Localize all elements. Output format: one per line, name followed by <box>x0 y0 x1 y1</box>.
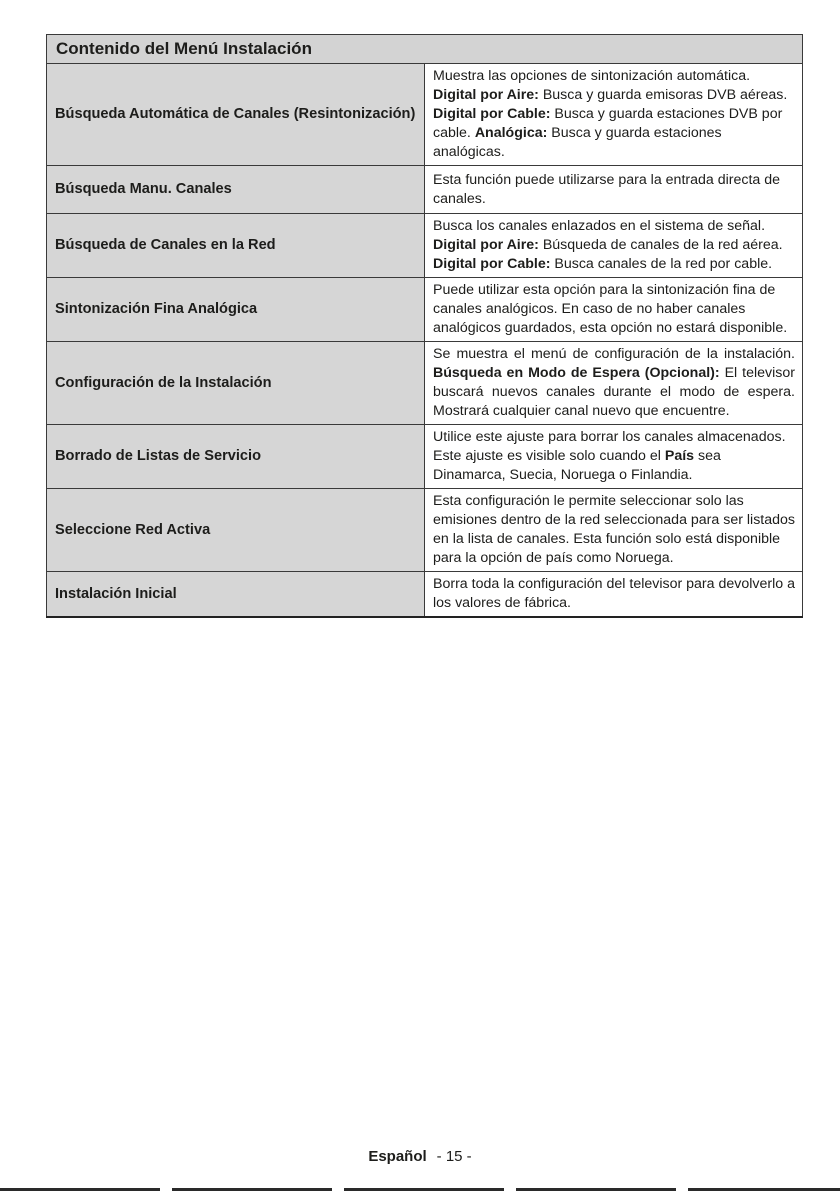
bottom-rule <box>0 1188 840 1191</box>
description-text: Borra toda la configuración del televisor para devolverlo a los valores de fábrica. <box>433 576 795 611</box>
setting-description <box>425 278 803 342</box>
option-label: País <box>664 448 695 464</box>
description-text: Busca los canales enlazados en el sistema de señal. <box>433 218 766 234</box>
description-text: Búsqueda de canales de la red aérea. <box>538 237 783 253</box>
installation-menu-table <box>46 34 803 618</box>
description-text: Busca y guarda estaciones DVB por cable. <box>433 106 783 141</box>
description-text: sea Dinamarca, Suecia, Noruega o Finlandia. <box>433 448 721 483</box>
setting-description <box>425 214 803 278</box>
setting-name: Borrado de Listas de Servicio <box>47 425 425 489</box>
table-row <box>47 342 803 425</box>
setting-name: Instalación Inicial <box>47 572 425 618</box>
description-text: Esta configuración le permite seleccionar solo las emisiones dentro de la red seleccionada para ser listados en la lista de canales. Esta función solo está disponible para la opción de país como Noruega. <box>433 493 795 566</box>
setting-description <box>425 572 803 618</box>
setting-description <box>425 342 803 425</box>
option-label: Digital por Aire: <box>433 87 539 103</box>
setting-description <box>425 166 803 214</box>
description-text: Muestra las opciones de sintonización automática. <box>433 68 751 84</box>
table-row <box>47 278 803 342</box>
option-label: Analógica: <box>474 125 548 141</box>
option-label: Digital por Cable: <box>433 256 551 272</box>
table-row <box>47 489 803 572</box>
option-label: Digital por Cable: <box>433 106 551 122</box>
description-text: Se muestra el menú de configuración de la instalación. <box>433 346 795 362</box>
table-row <box>47 64 803 166</box>
setting-description <box>425 425 803 489</box>
table-header-row <box>47 35 803 64</box>
page-footer <box>0 1148 840 1165</box>
table-title: Contenido del Menú Instalación <box>47 35 803 64</box>
footer-language: Español <box>368 1148 427 1165</box>
table-row <box>47 214 803 278</box>
description-text: Busca y guarda estaciones analógicas. <box>433 125 722 160</box>
setting-description <box>425 489 803 572</box>
table-row <box>47 572 803 618</box>
table-row <box>47 166 803 214</box>
description-text: Busca canales de la red por cable. <box>550 256 773 272</box>
description-text: Puede utilizar esta opción para la sintonización fina de canales analógicos. En caso de no haber canales analógicos guardados, esta opción no estará disponible. <box>433 282 788 336</box>
setting-description <box>425 64 803 166</box>
table-body <box>47 64 803 618</box>
setting-name: Búsqueda Manu. Canales <box>47 166 425 214</box>
setting-name: Búsqueda de Canales en la Red <box>47 214 425 278</box>
setting-name: Sintonización Fina Analógica <box>47 278 425 342</box>
description-text: Busca y guarda emisoras DVB aéreas. <box>538 87 788 103</box>
setting-name: Búsqueda Automática de Canales (Resintonización) <box>47 64 425 166</box>
description-text: El televisor buscará nuevos canales durante el modo de espera. Mostrará cualquier canal nuevo que encuentre. <box>433 365 796 419</box>
option-label: Digital por Aire: <box>433 237 539 253</box>
description-text: Esta función puede utilizarse para la entrada directa de canales. <box>433 171 781 207</box>
option-label: Búsqueda en Modo de Espera (Opcional): <box>433 365 720 381</box>
description-text: Utilice este ajuste para borrar los canales almacenados. Este ajuste es visible solo cuando el <box>433 429 786 464</box>
table-row <box>47 425 803 489</box>
setting-name: Seleccione Red Activa <box>47 489 425 572</box>
page-number: - 15 - <box>436 1148 472 1165</box>
setting-name: Configuración de la Instalación <box>47 342 425 425</box>
